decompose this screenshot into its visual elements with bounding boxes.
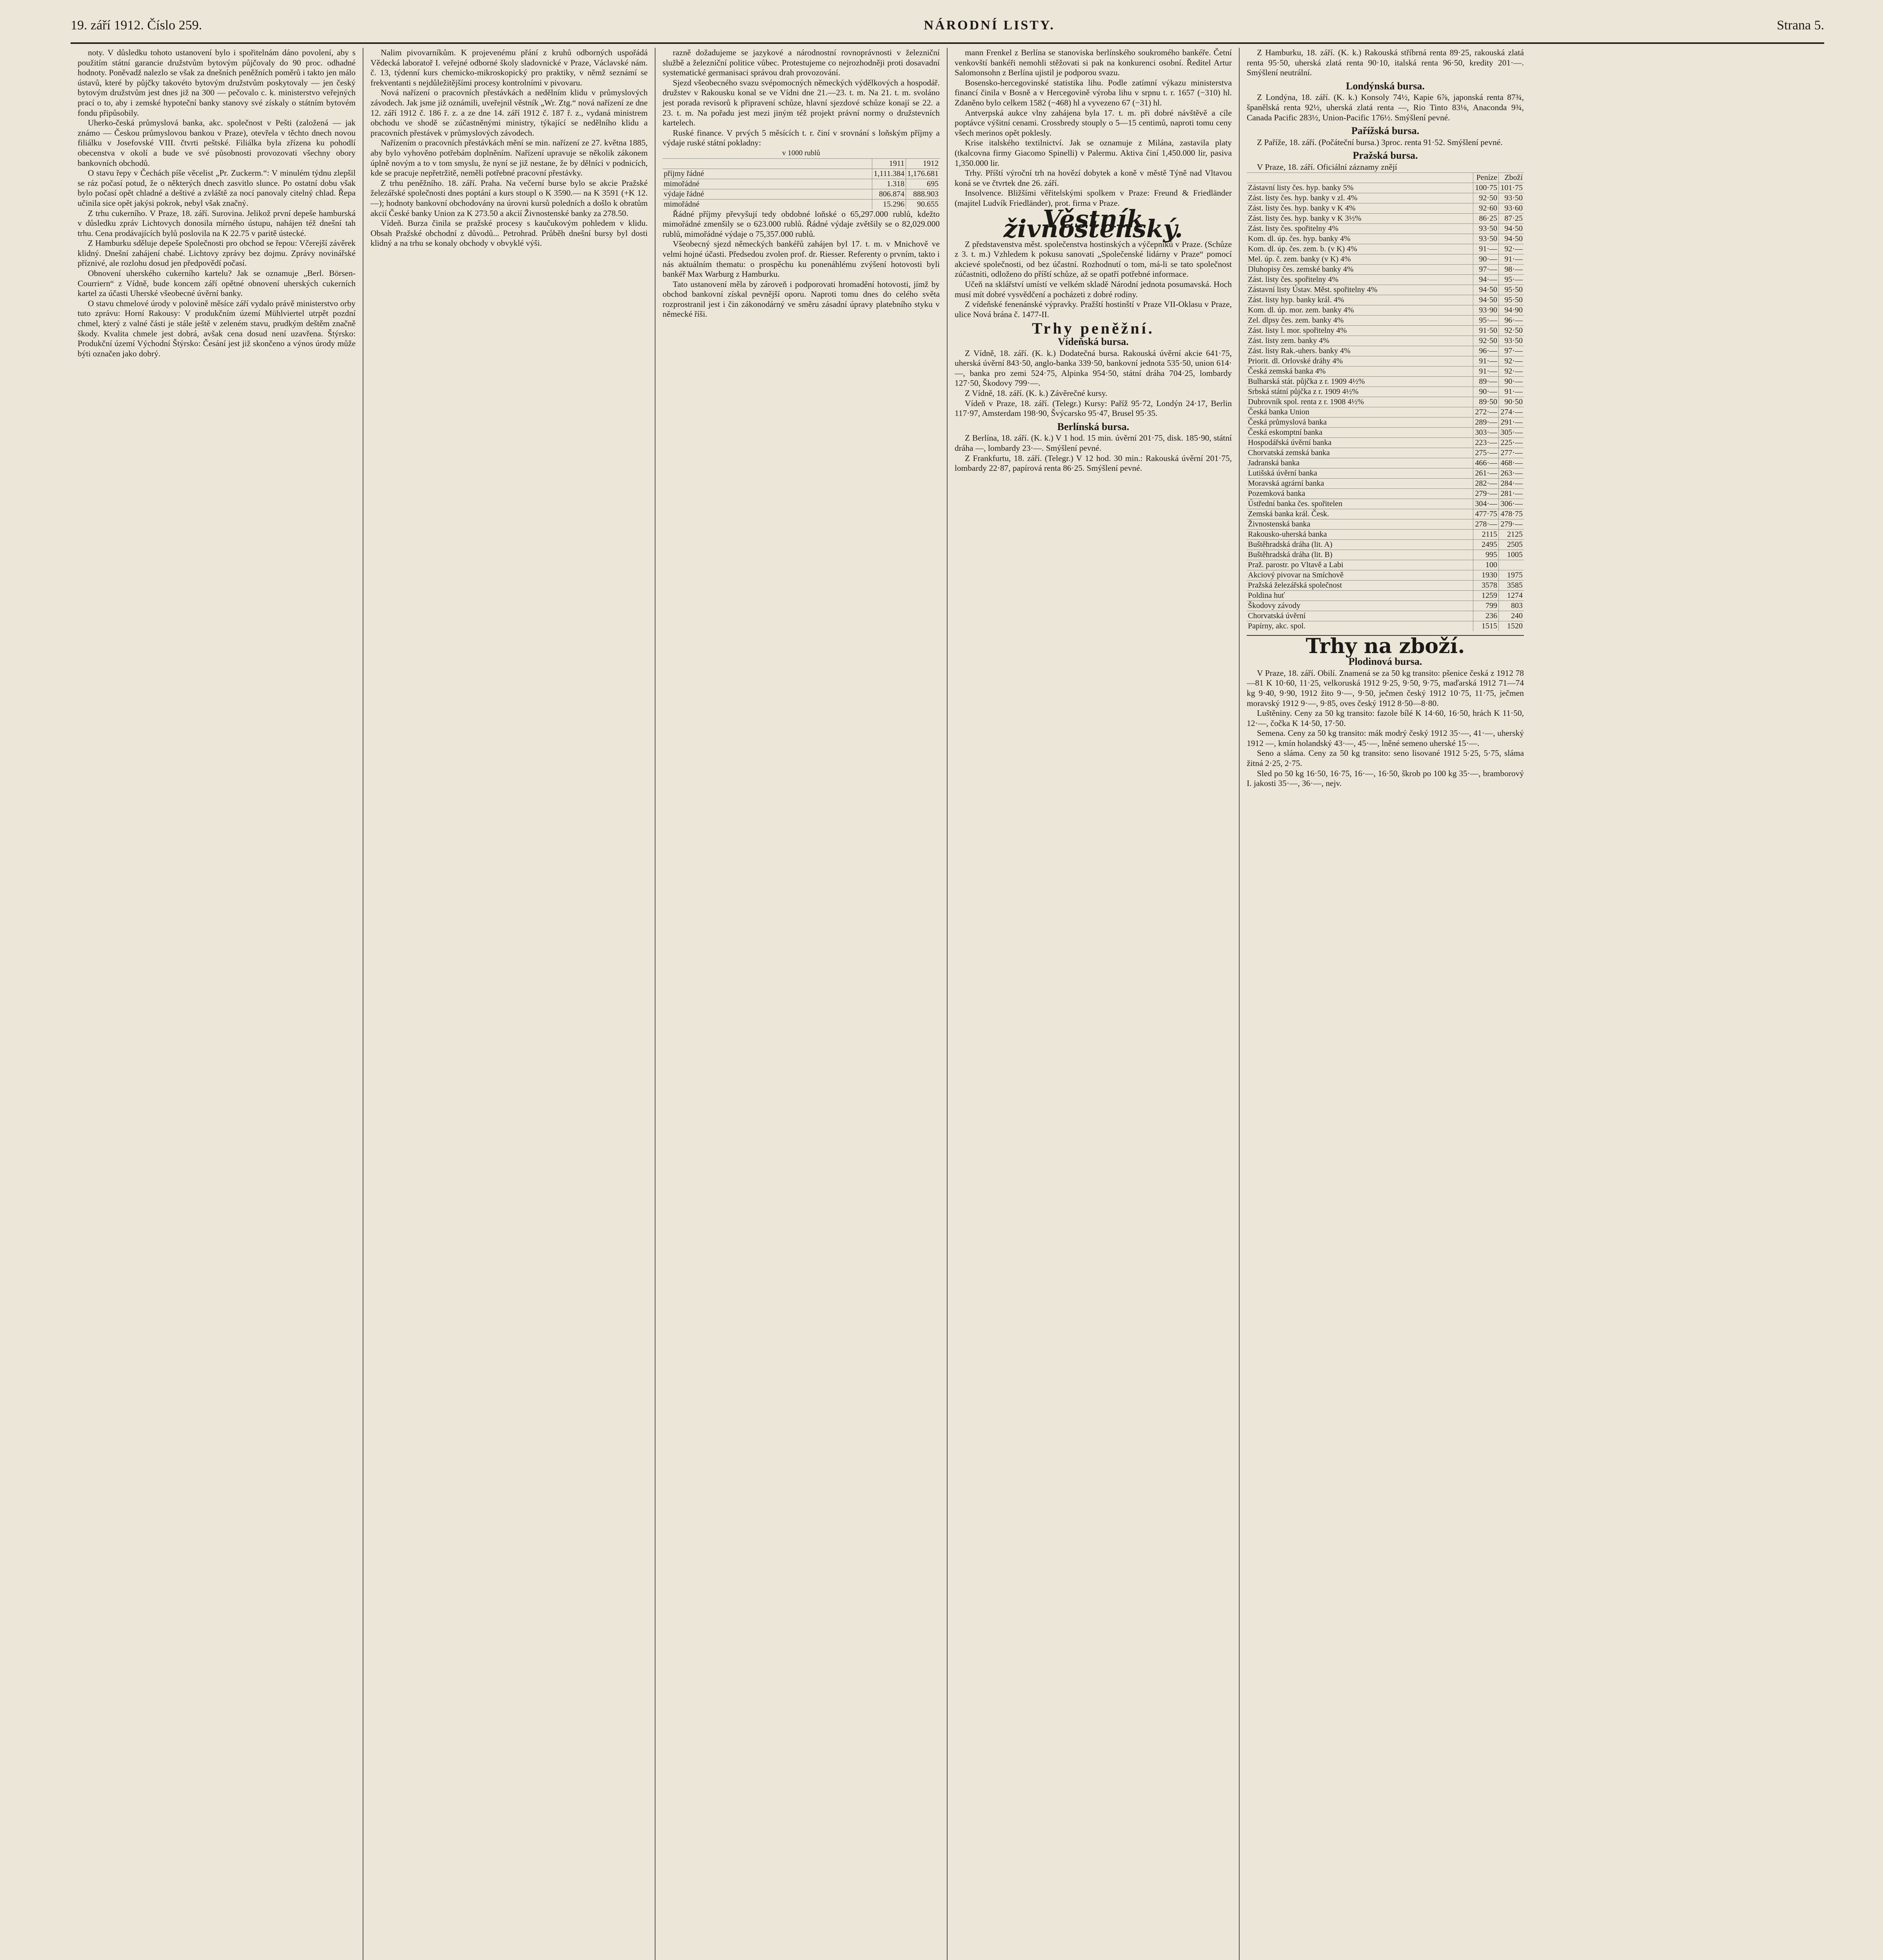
table-cell: Kom. dl. úp. čes. zem. b. (v K) 4%: [1247, 244, 1473, 254]
table-row: [1247, 601, 1524, 611]
table-header-row: [663, 158, 940, 169]
table-cell: 303·—: [1473, 427, 1499, 437]
table-cell: Peníze: [1473, 172, 1499, 183]
table-cell: 91·—: [1499, 254, 1524, 264]
subsection-title-praha: Pražská bursa.: [1353, 150, 1418, 162]
table-cell: výdaje řádné: [663, 189, 872, 199]
table-cell: 289·—: [1473, 417, 1499, 427]
article-paragraph: noty. V důsledku tohoto ustanovení bylo i spořitelnám dáno povolení, aby s použitím státní garancie družstvům bytovým půjčovaly do 90 proc. odhadné hodnoty. Poněvadž nalezlo se však za dnešních peněžních poměrů i takto jen málo ústavů, které by půjčky takovéto bytovým družstvům poskytovaly — jen český bytovým družstvům jest dnes již na 300 — pečovalo c. k. ministerstvo veřejných prací o to, aby i zemské hypoteční banky stanovy své získaly o státním bytovém fondu připůsobily.: [78, 48, 356, 118]
table-cell: Pražská železářská společnost: [1247, 580, 1473, 590]
table-row: [1247, 223, 1524, 234]
table-row: [1247, 336, 1524, 346]
table-row: [1247, 488, 1524, 499]
table-cell: Česká zemská banka 4%: [1247, 366, 1473, 376]
table-cell: 277·—: [1499, 448, 1524, 458]
table-cell: 92·50: [1499, 325, 1524, 336]
table-cell: 94·50: [1499, 234, 1524, 244]
table-cell: 279·—: [1473, 488, 1499, 499]
table-cell: Akciový pivovar na Smíchově: [1247, 570, 1473, 580]
article-paragraph: Sled po 50 kg 16·50, 16·75, 16·—, 16·50, škrob po 100 kg 35·—, bramborový I. jakosti 35·—, 36·—, nejv.: [1247, 768, 1524, 788]
table-cell: 223·—: [1473, 437, 1499, 448]
table-row: [1247, 499, 1524, 509]
table-cell: 90·—: [1499, 376, 1524, 387]
table-cell: 1274: [1499, 590, 1524, 601]
table-cell: 278·—: [1473, 519, 1499, 529]
table-cell: 1.318: [872, 179, 906, 189]
article-paragraph: Z vídeňské fenenánské výpravky. Pražští hostinští v Praze VII-Oklasu v Praze, ulice Nová brána č. 1477-II.: [955, 299, 1232, 319]
table-cell: Škodovy závody: [1247, 601, 1473, 611]
table-cell: 94·50: [1499, 223, 1524, 234]
table-cell: [1499, 560, 1524, 570]
article-paragraph: Trhy. Příští výroční trh na hovězí dobytek a koně v městě Týně nad Vltavou koná se ve čtvrtek dne 26. září.: [955, 168, 1232, 188]
table-cell: 1911: [872, 158, 906, 169]
table-cell: 2505: [1499, 539, 1524, 550]
table-cell: Zástavní listy čes. hyp. banky 5%: [1247, 183, 1473, 193]
table-cell: Srbská státní půjčka z r. 1909 4½%: [1247, 387, 1473, 397]
page-header: [71, 9, 1824, 42]
table-cell: 89·—: [1473, 376, 1499, 387]
table-row: [1247, 550, 1524, 560]
article-paragraph: Tato ustanovení měla by zároveň i podporovati hromadění hotovosti, jímž by obchod bankovní získal pevnější oporu. Naproti tomu dnes do celého světa rozprostranil jest i čin zákonodárný ve směru zásadní úpravy platebního styku v německé říši.: [663, 279, 940, 319]
table-cell: mimořádné: [663, 199, 872, 209]
table-cell: 3578: [1473, 580, 1499, 590]
table-row: [1247, 254, 1524, 264]
table-cell: Kom. dl. úp. čes. hyp. banky 4%: [1247, 234, 1473, 244]
article-paragraph: Vídeň. Burza činila se pražské procesy s kaučukovým pohledem v klidu. Obsah Pražské obchodní z důvodů... Petrohrad. Průběh dnešní bursy byl dosti klidný a na trhu se konaly obchody v obvyklé výši.: [370, 218, 648, 248]
table-cell: Poldina huť: [1247, 590, 1473, 601]
table-cell: 90.655: [906, 199, 940, 209]
table-cell: Zást. listy čes. spořitelny 4%: [1247, 274, 1473, 285]
table-row: [1247, 539, 1524, 550]
article-paragraph: V Praze, 18. září. Obilí. Znamená se za 50 kg transito: pšenice česká z 1912 78—81 K 10·60, 11·25, velkoruská 1912 9·25, 9·50, 9·75, maďarská 1912 71—74 kg 9·40, 9·90, 1912 žito 9·—, 9·50, ječmen český 1912 10·75, 11·75, ječmen moravský 1912 9·—, 9·85, oves český 1912 8·50—8·80.: [1247, 668, 1524, 708]
table-cell: [663, 158, 872, 169]
table-cell: Hospodářská úvěrní banka: [1247, 437, 1473, 448]
table-cell: 1259: [1473, 590, 1499, 601]
table-row: [1247, 529, 1524, 539]
table-row: [1247, 203, 1524, 213]
table-cell: 261·—: [1473, 468, 1499, 478]
table-cell: 95·—: [1473, 315, 1499, 325]
table-cell: 1,111.384: [872, 169, 906, 179]
table-cell: 93·50: [1473, 223, 1499, 234]
article-paragraph: Z Berlína, 18. září. (K. k.) V 1 hod. 15 min. úvěrní 201·75, disk. 185·90, státní dráha —, lombardy 23·—. Smýšlení pevné.: [955, 433, 1232, 453]
column-1: [71, 48, 363, 1960]
table-cell: 92·60: [1473, 203, 1499, 213]
table-cell: 1515: [1473, 621, 1499, 631]
table-cell: Buštěhradská dráha (lit. A): [1247, 539, 1473, 550]
table-cell: 995: [1473, 550, 1499, 560]
table-cell: 799: [1473, 601, 1499, 611]
table-row: [663, 169, 940, 179]
table-cell: 90·50: [1499, 397, 1524, 407]
table-row: [663, 179, 940, 189]
table-cell: 2125: [1499, 529, 1524, 539]
table-cell: 91·—: [1499, 387, 1524, 397]
table-cell: 97·—: [1499, 346, 1524, 356]
article-paragraph: Insolvence. Bližšími věřitelskými spolkem v Praze: Freund & Friedländer (majitel Ludvík Friedländer), prot. firma v Praze.: [955, 188, 1232, 208]
table-cell: Zboží: [1499, 172, 1524, 183]
article-paragraph: Z Hamburku sděluje depeše Společnosti pro obchod se řepou: Včerejší závěrek klidný. Dnešní zahájení chabé. Lichtovy zprávy bez dojmu. Zprávy novinářské příznivé, ale rozlohu dosud jen předpovědí počasí.: [78, 238, 356, 268]
subsection-title-paris: Pařížská bursa.: [1351, 125, 1420, 137]
article-paragraph: Všeobecný sjezd německých bankéřů zahájen byl 17. t. m. v Mnichově ve velmi hojné účasti. Předsedou zvolen prof. dr. Riesser. Referenty o prvním, takto i nás aktuálním thematu: o prospěchu ku ponenáhlému zvýšení hotovosti byli bankéř Max Warburg z Hamburku.: [663, 239, 940, 279]
subsection-title-videnska: Vídeňská bursa.: [1058, 336, 1129, 348]
table-row: [1247, 366, 1524, 376]
table-row: [1247, 285, 1524, 295]
table-cell: 86·25: [1473, 213, 1499, 223]
table-header-row: [1247, 172, 1524, 183]
table-row: [1247, 387, 1524, 397]
article-paragraph: Z trhu cukerního. V Praze, 18. září. Surovina. Jelikož první depeše hamburská v důsledku zpráv Lichtovych donosila mírného ústupu, nahájen též dnešní tah trhu. Cena prodávajících bylů poslovila na K 22.75 v paritě ústecké.: [78, 208, 356, 238]
finance-unit: v 1000 rublů: [782, 149, 821, 157]
section-title-trhy-zbozi: Trhy na zboží.: [1306, 634, 1465, 658]
article-paragraph: O stavu chmelové úrody v polovině měsíce září vydalo právě ministerstvo orby tuto zprávu: Horní Rakousy: V produkčním území Mühlviertel utrpět pozdní chmel, který z valné části je stále ještě v zeleném stavu, prudkým deštěm značně škody. Kvalita chmele jest dobrá, avšak cena dosud není uzavřena. Štýrsko: Produkční území Východní Štýrsko: Česání jest již skončeno a výnos úrody může býti označen jako dobrý.: [78, 298, 356, 358]
table-cell: Dluhopisy čes. zemské banky 4%: [1247, 264, 1473, 274]
table-cell: 94·50: [1473, 285, 1499, 295]
article-paragraph: mann Frenkel z Berlína se stanoviska berlínského soukromého bankéře. Četní venkovští bankéři nemohli stěžovati si pak na konkurenci osobní. Ředitel Artur Salomonsohn z Berlína ujistil je podporou svazu.: [955, 48, 1232, 78]
table-cell: 92·50: [1473, 193, 1499, 203]
table-cell: Papírny, akc. spol.: [1247, 621, 1473, 631]
article-paragraph: Ruské finance. V prvých 5 měsících t. r. činí v srovnání s loňským příjmy a výdaje ruské státní pokladny:: [663, 128, 940, 148]
table-cell: Rakousko-uherská banka: [1247, 529, 1473, 539]
table-cell: 92·—: [1499, 244, 1524, 254]
table-cell: 100·75: [1473, 183, 1499, 193]
article-paragraph: Nařízením o pracovních přestávkách mění se min. nařízení ze 27. května 1885, aby bylo vyhověno potřebám doplněním. Nařízení upravuje se několik zákonem úplně novým a to v tom smyslu, že nyní se již nestane, že by dělníci v podnicích, kde se pracuje nepřetržitě, neměli potřebné pracovní přestávky.: [370, 138, 648, 178]
table-row: [1247, 611, 1524, 621]
table-row: [1247, 407, 1524, 417]
subsection-title-london: Londýnská bursa.: [1346, 80, 1425, 92]
table-cell: [1247, 172, 1473, 183]
table-cell: Česká eskomptní banka: [1247, 427, 1473, 437]
article-paragraph: Antverpská aukce vlny zahájena byla 17. t. m. při dobré návštěvě a cíle poptávce výšitní cenami. Crossbredy stouply o 5—15 centimů, naproti tomu ceny všech merinos opět poklesly.: [955, 108, 1232, 138]
table-cell: mimořádné: [663, 179, 872, 189]
article-paragraph: razně dožadujeme se jazykové a národnostní rovnoprávnosti v železniční službě a železniční politice vůbec. Protestujeme co nejrozhodněji proti dosavadní systematické germanisaci správou drah provozování.: [663, 48, 940, 78]
table-row: [663, 189, 940, 199]
table-row: [1247, 560, 1524, 570]
table-cell: 1912: [906, 158, 940, 169]
table-cell: 803: [1499, 601, 1524, 611]
table-cell: 91·50: [1473, 325, 1499, 336]
table-cell: 94·90: [1499, 305, 1524, 315]
article-paragraph: Bosensko-hercegovinské statistika lihu. Podle zatímní výkazu ministerstva financí činila v Bosně a v Hercegovině výroba lihu v srpnu t. r. 1657 (−310) hl. Zdaněno bylo celkem 1582 (−468) hl a vyvezeno 67 (−31) hl.: [955, 78, 1232, 107]
subsection-title-plodinova: Plodinová bursa.: [1348, 656, 1422, 668]
table-cell: 2495: [1473, 539, 1499, 550]
table-cell: 94·50: [1473, 295, 1499, 305]
table-cell: 93·50: [1499, 336, 1524, 346]
stock-quotes-table: [1247, 172, 1524, 631]
table-cell: Ústřední banka čes. spořitelen: [1247, 499, 1473, 509]
table-cell: 236: [1473, 611, 1499, 621]
table-row: [1247, 356, 1524, 366]
table-cell: Moravská agrární banka: [1247, 478, 1473, 488]
table-cell: 95·—: [1499, 274, 1524, 285]
table-row: [1247, 519, 1524, 529]
table-row: [1247, 346, 1524, 356]
table-cell: 263·—: [1499, 468, 1524, 478]
article-paragraph: Semena. Ceny za 50 kg transito: mák modrý český 1912 35·—, 41·—, uherský 1912 —, kmín holandský 43·—, 45·—, lněné semeno uherské 15·—.: [1247, 728, 1524, 748]
table-cell: 91·—: [1473, 244, 1499, 254]
article-paragraph: Z Vídně, 18. září. (K. k.) Dodatečná bursa. Rakouská úvěrní akcie 641·75, uherská úvěrní 843·50, anglo-banka 339·50, bankovní jednota 535·50, union 614·—, banka pro zemi 524·75, Alpinka 954·50, státní dráha 704·25, lombardy 127·50, Škodovy 799·—.: [955, 348, 1232, 388]
table-cell: 95·50: [1499, 295, 1524, 305]
table-cell: Živnostenská banka: [1247, 519, 1473, 529]
column-4: [947, 48, 1239, 1960]
table-cell: Bulharská stát. půjčka z r. 1909 4½%: [1247, 376, 1473, 387]
table-cell: 97·—: [1473, 264, 1499, 274]
columns: [71, 48, 1824, 1960]
article-paragraph: Z Londýna, 18. září. (K. k.) Konsoly 74½, Kapie 6⅞, japonská renta 87¾, španělská renta 92½, uherská zlatá renta —, Rio Tinto 83⅛, Anaconda 9¾, Canada Pacific 283½, Union-Pacific 176½. Smýšlení pevné.: [1247, 93, 1524, 122]
table-row: [1247, 417, 1524, 427]
table-row: [1247, 295, 1524, 305]
table-cell: Zást. listy čes. hyp. banky v K 4%: [1247, 203, 1473, 213]
table-cell: 98·—: [1499, 264, 1524, 274]
table-cell: 281·—: [1499, 488, 1524, 499]
table-cell: Praž. parostr. po Vltavě a Labi: [1247, 560, 1473, 570]
table-cell: 225·—: [1499, 437, 1524, 448]
table-cell: 240: [1499, 611, 1524, 621]
table-cell: 468·—: [1499, 458, 1524, 468]
column-2: [363, 48, 655, 1960]
page-number: Strana 5.: [1777, 18, 1824, 33]
masthead: NÁRODNÍ LISTY.: [924, 18, 1055, 33]
column-3: [655, 48, 947, 1960]
table-cell: 100: [1473, 560, 1499, 570]
table-cell: 96·—: [1473, 346, 1499, 356]
table-row: [1247, 234, 1524, 244]
table-row: [1247, 468, 1524, 478]
section-title-vestnik: Věstník živnostenský.: [1003, 204, 1183, 243]
table-cell: Jadranská banka: [1247, 458, 1473, 468]
table-cell: Zást. listy l. mor. spořitelny 4%: [1247, 325, 1473, 336]
table-cell: 1,176.681: [906, 169, 940, 179]
article-paragraph: Z Hamburku, 18. září. (K. k.) Rakouská stříbrná renta 89·25, rakouská zlatá renta 95·50, uherská zlatá renta 90·10, italská renta 96·50, kredity 201·—. Smýšlení neutrální.: [1247, 48, 1524, 78]
table-row: [1247, 580, 1524, 590]
table-row: [1247, 193, 1524, 203]
table-cell: Zást. listy čes. hyp. banky v K 3½%: [1247, 213, 1473, 223]
article-paragraph: Řádné příjmy převyšují tedy obdobné loňské o 65,297.000 rublů, kdežto mimořádné zmenšily se o 623.000 rublů. Řádné výdaje zvětšily se o 82,029.000 rublů, mimořádné výdaje o 75,357.000 rublů.: [663, 209, 940, 239]
table-cell: 91·—: [1473, 356, 1499, 366]
article-paragraph: V Praze, 18. září. Oficiální záznamy znějí: [1257, 162, 1397, 172]
table-row: [1247, 570, 1524, 580]
article-paragraph: Učeň na sklářství umístí ve velkém skladě Národní jednota posumavská. Hoch musí mít dobré vysvědčení a pocházeti z dobré rodiny.: [955, 279, 1232, 299]
table-cell: 93·90: [1473, 305, 1499, 315]
table-cell: 92·—: [1499, 366, 1524, 376]
table-cell: 1520: [1499, 621, 1524, 631]
table-cell: 282·—: [1473, 478, 1499, 488]
table-row: [1247, 590, 1524, 601]
subsection-title-berlin: Berlínská bursa.: [1057, 421, 1129, 432]
table-cell: Zást. listy čes. spořitelny 4%: [1247, 223, 1473, 234]
table-cell: 93·50: [1473, 234, 1499, 244]
column-5: [1239, 48, 1531, 1960]
table-row: [1247, 213, 1524, 223]
table-row: [1247, 397, 1524, 407]
article-paragraph: Z představenstva měst. společenstva hostinských a výčepníků v Praze. (Schůze z 3. t. m.) Vzhledem k pokusu sanovati „Společenské lidárny v Praze“ pomocí akcievé společnosti, od bez účastní. Rozhodnutí o tom, má-li se tato společnost zúčastniti, odloženo do příští schůze, až se opatří potřebné informace.: [955, 239, 1232, 279]
table-row: [663, 199, 940, 209]
header-rule: [71, 42, 1824, 44]
table-cell: 291·—: [1499, 417, 1524, 427]
issue-date: 19. září 1912. Číslo 259.: [71, 18, 202, 33]
table-cell: 96·—: [1499, 315, 1524, 325]
table-cell: 90·—: [1473, 254, 1499, 264]
table-cell: 101·75: [1499, 183, 1524, 193]
table-cell: 1005: [1499, 550, 1524, 560]
table-cell: 306·—: [1499, 499, 1524, 509]
table-cell: Zást. listy zem. banky 4%: [1247, 336, 1473, 346]
table-cell: 279·—: [1499, 519, 1524, 529]
table-cell: 95·50: [1499, 285, 1524, 295]
table-cell: Česká průmyslová banka: [1247, 417, 1473, 427]
table-cell: 2115: [1473, 529, 1499, 539]
table-cell: 93·60: [1499, 203, 1524, 213]
table-cell: 1975: [1499, 570, 1524, 580]
table-cell: 90·—: [1473, 387, 1499, 397]
article-paragraph: Z Vídně, 18. září. (K. k.) Závěrečné kursy.: [965, 388, 1108, 398]
table-cell: Česká banka Union: [1247, 407, 1473, 417]
table-row: [1247, 183, 1524, 193]
finance-table: [663, 158, 940, 209]
table-cell: Zel. dlpsy čes. zem. banky 4%: [1247, 315, 1473, 325]
article-paragraph: Luštěniny. Ceny za 50 kg transito: fazole bílé K 14·60, 16·50, hrách K 11·50, 12·—, čočka K 14·50, 17·50.: [1247, 708, 1524, 728]
article-paragraph: Nalim pivovarníkům. K projevenému přání z kruhů odborných uspořádá Vědecká laboratoř I. veřejné odborné školy sladovnické v Praze, Václavské nám. č. 13, týdenní kurs chemicko-mikroskopický pro praktiky, v němž seznámí se frekventanti s nejdůležitějšími procesy kontrolními v pivovaru.: [370, 48, 648, 87]
table-cell: 695: [906, 179, 940, 189]
table-cell: 466·—: [1473, 458, 1499, 468]
table-cell: Chorvatská zemská banka: [1247, 448, 1473, 458]
table-row: [1247, 448, 1524, 458]
table-cell: Dubrovník spol. renta z r. 1908 4½%: [1247, 397, 1473, 407]
article-paragraph: Krise italského textilnictví. Jak se oznamuje z Milána, zastavila platy (tkalcovna firmy Giacomo Spinelli) v Palermu. Aktiva činí 1,450.000 lir, pasiva 1,350.000 lir.: [955, 138, 1232, 168]
table-row: [1247, 325, 1524, 336]
table-cell: 478·75: [1499, 509, 1524, 519]
table-cell: 89·50: [1473, 397, 1499, 407]
article-paragraph: Uherko-česká průmyslová banka, akc. společnost v Pešti (založená — jak známo — Českou průmyslovou bankou v Praze), otevřela v těchto dnech novou filiálku v Josefovské VIII. čtvrti peštské. Filiálka byla zřízena ku pohodlí obecenstva v okolí a bude ve své působnosti provozovati všechny obory bankovních obchodů.: [78, 118, 356, 168]
table-cell: Zást. listy Rak.-uhers. banky 4%: [1247, 346, 1473, 356]
table-cell: Zást. listy hyp. banky král. 4%: [1247, 295, 1473, 305]
table-cell: Zástavní listy Ústav. Měst. spořitelny 4%: [1247, 285, 1473, 295]
table-cell: 806.874: [872, 189, 906, 199]
article-paragraph: Sjezd všeobecného svazu svépomocných německých výdělkových a hospodář. družstev v Rakousku konal se ve Vídni dne 21.—23. t. m. Na 21. t. m. svoláno jest porada revisorů k připravení schůze, hlavní sjezdové schůze konají se 22. a 23. t. m. Na pořadu jest mezi jiným též projekt právní normy o družstevních kartelech.: [663, 78, 940, 128]
table-cell: Pozemková banka: [1247, 488, 1473, 499]
table-cell: 91·—: [1473, 366, 1499, 376]
table-cell: 92·—: [1499, 356, 1524, 366]
table-cell: 93·50: [1499, 193, 1524, 203]
table-cell: Mel. úp. č. zem. banky (v K) 4%: [1247, 254, 1473, 264]
table-row: [1247, 427, 1524, 437]
article-paragraph: Z Paříže, 18. září. (Počáteční bursa.) 3proc. renta 91·52. Smýšlení pevné.: [1257, 137, 1503, 147]
table-cell: Priorit. dl. Orlovské dráhy 4%: [1247, 356, 1473, 366]
article-paragraph: Nová nařízení o pracovních přestávkách a nedělním klidu v průmyslových závodech. Jak jsme již oznámili, uveřejnil věstník „Wr. Ztg.“ nová nařízení ze dne 12. září 1912 č. 186 ř. z. a ze dne 14. září 1912 č. 187 ř. z., vydaná ministrem obchodu ve shodě se zúčastněnými ministry, týkající se nedělního klidu a pracovních přestávek v průmyslových závodech.: [370, 88, 648, 138]
table-cell: 92·50: [1473, 336, 1499, 346]
table-row: [1247, 305, 1524, 315]
article-paragraph: Z Frankfurtu, 18. září. (Telegr.) V 12 hod. 30 min.: Rakouská úvěrní 201·75, lombardy 22·87, papírová renta 86·25. Smýšlení pevné.: [955, 453, 1232, 473]
table-cell: Kom. dl. úp. mor. zem. banky 4%: [1247, 305, 1473, 315]
table-cell: 272·—: [1473, 407, 1499, 417]
table-cell: 305·—: [1499, 427, 1524, 437]
table-cell: příjmy řádné: [663, 169, 872, 179]
article-paragraph: Vídeň v Praze, 18. září. (Telegr.) Kursy: Paříž 95·72, Londýn 24·17, Berlin 117·97, Amsterdam 198·90, Švýcarsko 95·47, Brusel 95·35.: [955, 398, 1232, 418]
article-paragraph: Obnovení uherského cukerního kartelu? Jak se oznamuje „Berl. Börsen-Courriern“ z Vídně, bude koncem září opětné obnovení uherských cukerních kartel za účasti Uherské všeobecné úvěrní banky.: [78, 269, 356, 298]
table-row: [1247, 478, 1524, 488]
table-cell: 15.296: [872, 199, 906, 209]
table-cell: 3585: [1499, 580, 1524, 590]
table-row: [1247, 458, 1524, 468]
article-paragraph: Z trhu peněžního. 18. září. Praha. Na večerní burse bylo se akcie Pražské železářské společnosti dnes poptání a kurs stoupl o K 3590.— na K 3591 (+K 12.—); hodnoty bankovní obchodovány na úrovni kursů poledních a došlo k obratům akcií České banky Union za K 273.50 a akcií Živnostenské banky za 278.50.: [370, 178, 648, 218]
table-row: [1247, 274, 1524, 285]
table-cell: 87·25: [1499, 213, 1524, 223]
table-row: [1247, 621, 1524, 631]
table-cell: 284·—: [1499, 478, 1524, 488]
table-cell: 477·75: [1473, 509, 1499, 519]
article-paragraph: O stavu řepy v Čechách píše věcelist „Pr. Zuckerm.“: V minulém týdnu zlepšil se ráz počasí potud, že o některých dnech zasvitlo slunce. Po ostatní dobu však bylo počasí opět chladné a deštivé a zvláště za nocí panovaly citelný chlad. Řepa učinila sice opět jakýsi pokrok, nebyl však značný.: [78, 168, 356, 208]
table-cell: 1930: [1473, 570, 1499, 580]
table-cell: Lutišská úvěrní banka: [1247, 468, 1473, 478]
table-cell: 274·—: [1499, 407, 1524, 417]
article-paragraph: Seno a sláma. Ceny za 50 kg transito: seno lisované 1912 5·25, 5·75, sláma žitná 2·25, 2·75.: [1247, 748, 1524, 768]
table-row: [1247, 315, 1524, 325]
table-cell: Buštěhradská dráha (lit. B): [1247, 550, 1473, 560]
table-cell: 275·—: [1473, 448, 1499, 458]
table-cell: 304·—: [1473, 499, 1499, 509]
table-row: [1247, 437, 1524, 448]
table-cell: Zást. listy čes. hyp. banky v zl. 4%: [1247, 193, 1473, 203]
table-cell: Zemská banka král. Česk.: [1247, 509, 1473, 519]
table-cell: 888.903: [906, 189, 940, 199]
table-row: [1247, 244, 1524, 254]
table-row: [1247, 376, 1524, 387]
table-row: [1247, 264, 1524, 274]
section-title-trhy: Trhy peněžní.: [1032, 319, 1155, 338]
table-cell: 94·—: [1473, 274, 1499, 285]
table-cell: Chorvatská úvěrní: [1247, 611, 1473, 621]
table-row: [1247, 509, 1524, 519]
